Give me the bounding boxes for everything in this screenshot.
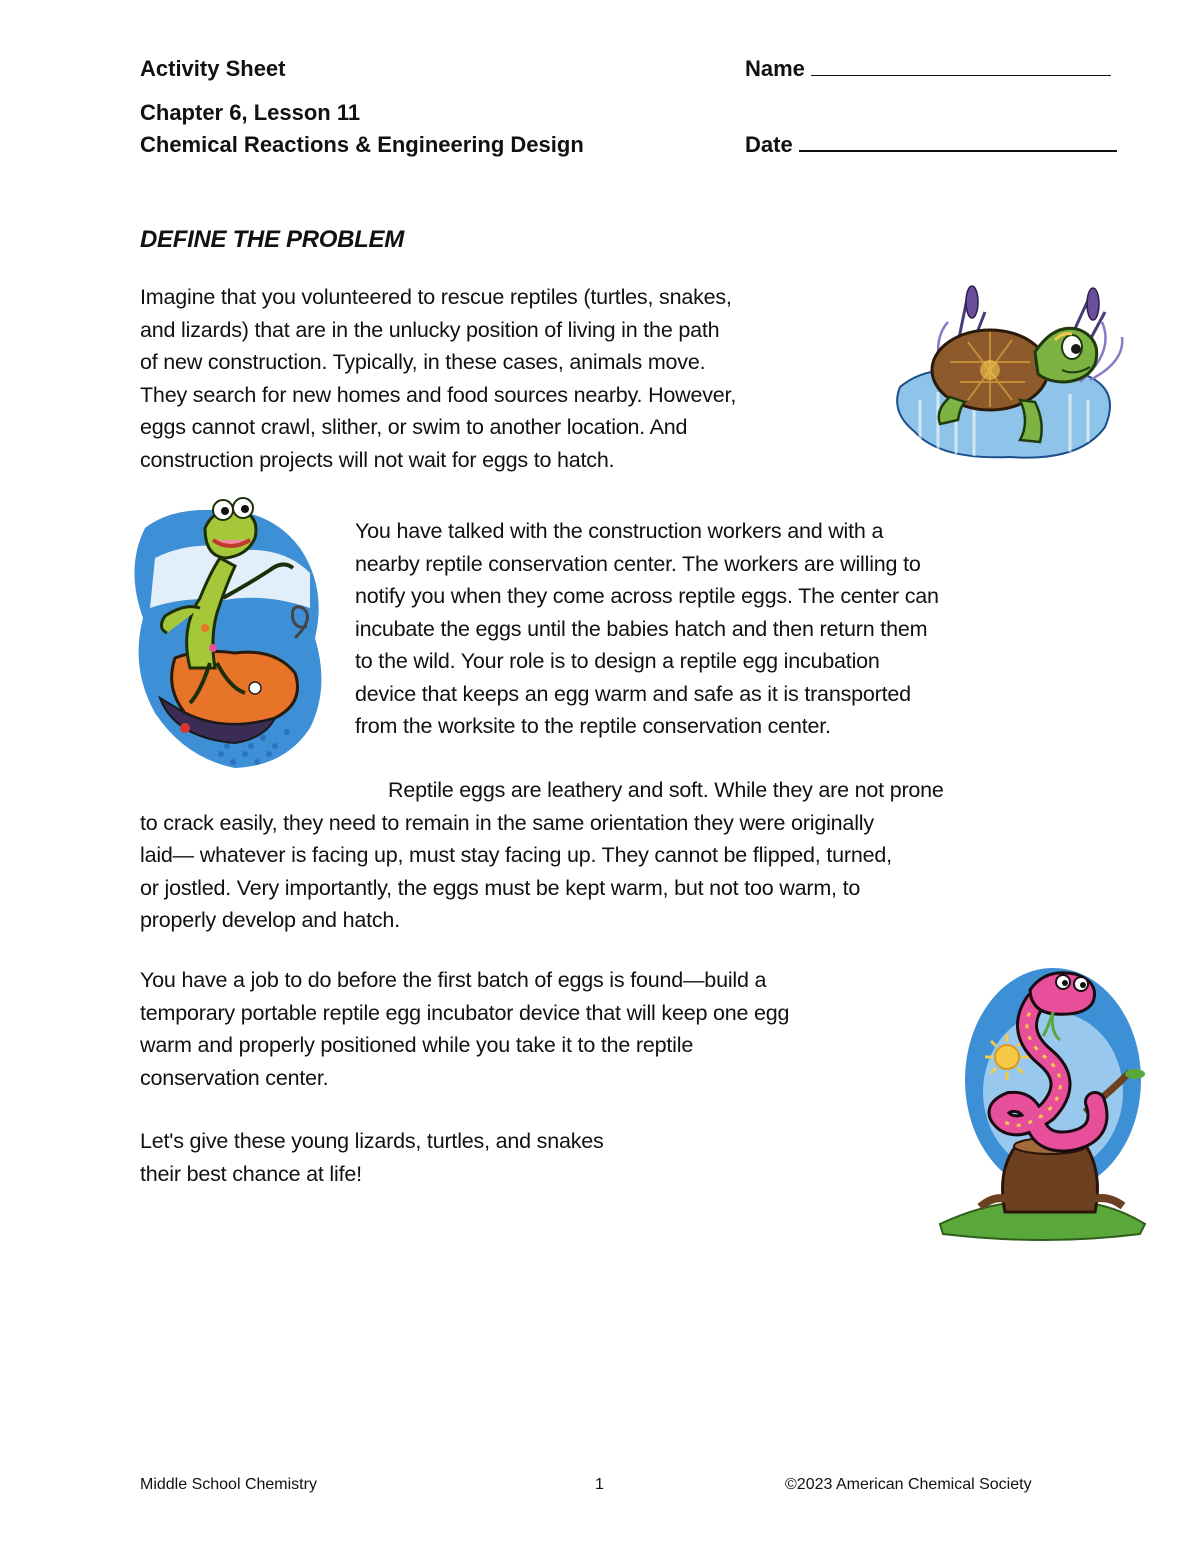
sheet-label: Activity Sheet [140, 56, 286, 81]
text-line: to crack easily, they need to remain in the same orientation they were originally [140, 810, 874, 835]
text-line: warm and properly positioned while you take it to the reptile [140, 1033, 694, 1057]
paragraph-closing [140, 1125, 604, 1190]
date-blank-line[interactable] [799, 130, 1117, 152]
text-line: properly develop and hatch. [140, 908, 400, 932]
text-line: Let's give these young lizards, turtles, and snakes [140, 1129, 604, 1153]
text-line: device that keeps an egg warm and safe as it is transported [355, 681, 911, 706]
page-number: 1 [595, 1476, 604, 1493]
text-line: laid— whatever is facing up, must stay facing up. They cannot be flipped, turned, [140, 843, 892, 867]
text-line: or jostled. Very importantly, the eggs must be kept warm, but not too warm, to [140, 875, 861, 900]
paragraph-intro [140, 281, 736, 476]
unit-title: Chemical Reactions & Engineering Design [140, 132, 584, 157]
text-line: notify you when they come across reptile eggs. The center can [355, 584, 939, 608]
chapter-lesson: Chapter 6, Lesson 11 [140, 100, 361, 125]
text-line: and lizards) that are in the unlucky position of living in the path [140, 317, 720, 342]
turtle-illustration [890, 282, 1130, 472]
footer-left: Middle School Chemistry [140, 1476, 317, 1493]
text-line: nearby reptile conservation center. The workers are willing to [355, 551, 921, 576]
text-line: You have talked with the construction workers and with a [355, 519, 884, 543]
footer-copyright: ©2023 American Chemical Society [785, 1476, 1032, 1493]
lizard-illustration [105, 488, 335, 780]
text-line: Reptile eggs are leathery and soft. While they are not prone [388, 778, 944, 802]
name-blank-line[interactable] [811, 55, 1111, 76]
paragraph-egg-facts [140, 774, 944, 937]
paragraph-role [355, 515, 939, 743]
text-line: temporary portable reptile egg incubator device that will keep one egg [140, 1000, 790, 1025]
text-line: construction projects will not wait for eggs to hatch. [140, 447, 615, 472]
text-line: conservation center. [140, 1065, 329, 1090]
text-line: to the wild. Your role is to design a reptile egg incubation [355, 649, 880, 673]
snake-illustration [935, 962, 1150, 1248]
text-line: eggs cannot crawl, slither, or swim to another location. And [140, 415, 688, 439]
name-field[interactable] [745, 53, 1111, 85]
text-line: You have a job to do before the first batch of eggs is found—build a [140, 968, 767, 992]
text-line: of new construction. Typically, in these cases, animals move. [140, 350, 706, 374]
text-line: their best chance at life! [140, 1161, 362, 1186]
date-field[interactable] [745, 129, 1117, 161]
text-line: Imagine that you volunteered to rescue reptiles (turtles, snakes, [140, 285, 732, 309]
text-line: They search for new homes and food sources nearby. However, [140, 382, 737, 407]
name-label: Name [745, 56, 805, 81]
text-line: from the worksite to the reptile conservation center. [355, 714, 831, 738]
date-label: Date [745, 132, 793, 157]
text-line: incubate the eggs until the babies hatch and then return them [355, 616, 928, 641]
section-title: DEFINE THE PROBLEM [140, 226, 404, 253]
paragraph-job [140, 964, 789, 1094]
